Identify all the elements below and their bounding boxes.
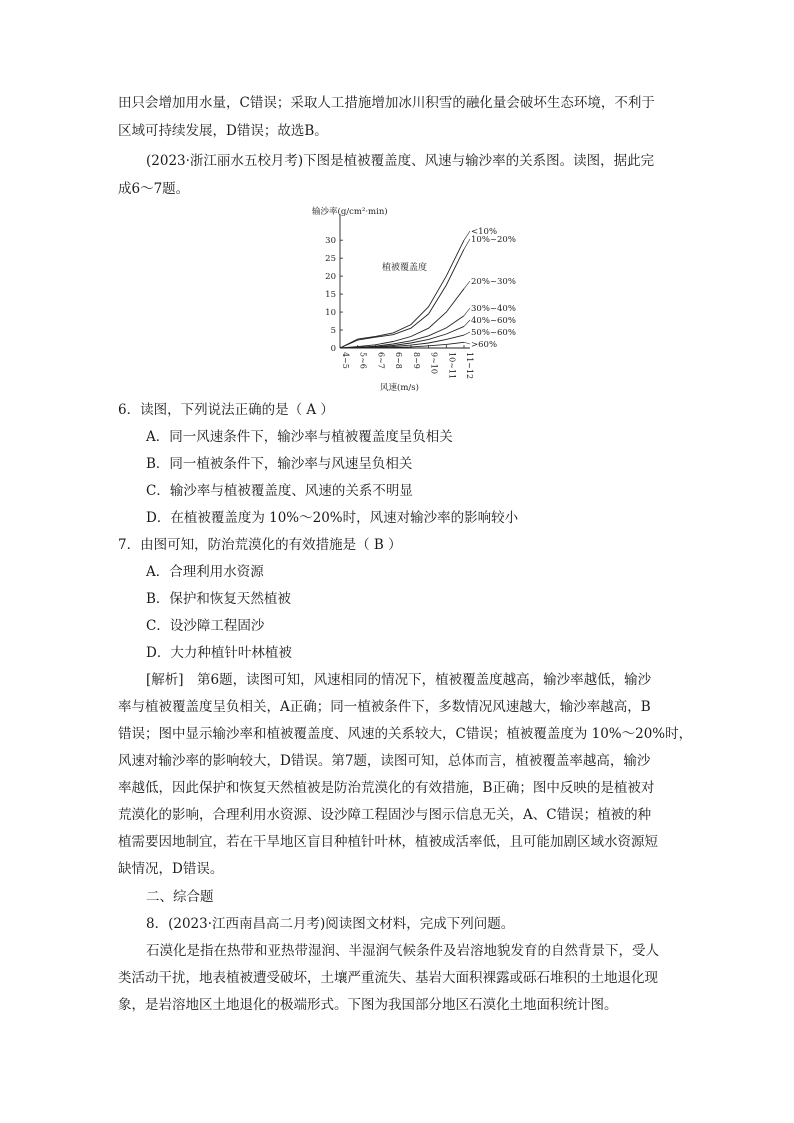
question-8-stem: 8．(2023·江西南昌高二月考)阅读图文材料，完成下列问题。 [146, 916, 515, 932]
analysis-line: 荒漠化的影响，合理利用水资源、设沙障工程固沙与图示信息无关，A、C错误；植被的种 [118, 807, 652, 823]
question-6-stem: 6．读图，下列说法正确的是（ A ） [118, 402, 334, 418]
text-line: 区域可持续发展，D错误；故选B。 [118, 123, 328, 139]
analysis-line: 错误；图中显示输沙率和植被覆盖度、风速的关系较大，C错误；植被覆盖度为 10%～20%时， [118, 726, 693, 742]
series-leader [464, 332, 470, 335]
series-label: 50%~60% [471, 328, 516, 338]
series-label: 40%~60% [471, 316, 516, 326]
series-leader [464, 342, 470, 344]
analysis-line: 缺情况，D错误。 [118, 861, 224, 877]
y-tick-label: 30 [325, 236, 336, 247]
x-tick-label: 9~10 [429, 352, 439, 374]
inner-label: 植被覆盖度 [382, 263, 428, 273]
question-intro: (2023·浙江丽水五校月考)下图是植被覆盖度、风速与输沙率的关系图。读图，据此完 [146, 153, 655, 169]
analysis-line: 率越低，因此保护和恢复天然植被是防治荒漠化的有效措施，B正确；图中反映的是植被对 [118, 780, 655, 796]
question-6-option-a: A．同一风速条件下，输沙率与植被覆盖度呈负相关 [146, 429, 453, 445]
question-intro: 成6～7题。 [118, 181, 190, 197]
question-7-option-a: A．合理利用水资源 [146, 564, 264, 580]
question-6-option-c: C．输沙率与植被覆盖度、风速的关系不明显 [146, 483, 413, 499]
section-title: 二、综合题 [146, 889, 214, 905]
analysis-line: [解析] 第6题，读图可知，风速相同的情况下，植被覆盖度越高，输沙率越低，输沙 [146, 672, 652, 688]
x-axis-label: 风速(m/s) [380, 383, 419, 392]
question-6-option-b: B．同一植被条件下，输沙率与风速呈负相关 [146, 456, 413, 472]
series-label: 10%~20% [471, 235, 516, 245]
y-tick-label: 15 [325, 290, 336, 301]
analysis-line: 风速对输沙率的影响较大，D错误。第7题，读图可知，总体而言，植被覆盖率越高，输沙 [118, 753, 651, 769]
series-label: 30%~40% [471, 304, 516, 314]
y-tick-label: 20 [325, 272, 336, 283]
series-leader [464, 320, 470, 326]
x-tick-label: 5~6 [358, 352, 368, 369]
series-leader [464, 239, 470, 249]
y-tick-label: 10 [325, 308, 336, 319]
x-tick-label: 6~8 [394, 352, 404, 369]
question-6-option-d: D．在植被覆盖度为 10%～20%时，风速对输沙率的影响较小 [146, 510, 519, 526]
analysis-line: 植需要因地制宜，若在干旱地区盲目种植针叶林，植被成活率低，且可能加剧区域水资源短 [118, 834, 658, 850]
x-tick-label: 4~5 [341, 352, 350, 369]
x-tick-label: 8~9 [411, 352, 421, 369]
y-tick-label: 5 [330, 326, 336, 337]
x-tick-label: 6~7 [376, 352, 386, 369]
y-tick-label: 25 [325, 254, 336, 265]
series-leader [464, 231, 470, 240]
y-tick-label: 0 [330, 344, 336, 354]
question-7-option-d: D．大力种植针叶林植被 [146, 645, 292, 661]
series-label: 20%~30% [471, 277, 516, 287]
text-line: 田只会增加用水量，C错误；采取人工措施增加冰川积雪的融化量会破坏生态环境，不利于 [118, 95, 655, 111]
x-tick-label: 11~12 [465, 352, 474, 380]
series-label: >60% [471, 340, 498, 350]
analysis-line: 率与植被覆盖度呈负相关，A正确；同一植被条件下，多数情况风速越大，输沙率越高，B [118, 699, 651, 715]
series-leader [464, 308, 470, 316]
question-7-option-b: B．保护和恢复天然植被 [146, 591, 291, 607]
question-8-text: 石漠化是指在热带和亚热带湿润、半湿润气候条件及岩溶地貌发育的自然背景下，受人 [146, 943, 659, 959]
question-8-text: 类活动干扰，地表植被遭受破坏，土壤严重流失、基岩大面积裸露或砾石堆积的土地退化现 [118, 970, 658, 986]
chart [300, 204, 530, 392]
y-axis-label: 输沙率(g/cm²·min) [312, 207, 388, 217]
question-8-text: 象，是岩溶地区土地退化的极端形式。下图为我国部分地区石漠化土地面积统计图。 [118, 997, 618, 1013]
question-7-option-c: C．设沙障工程固沙 [146, 618, 265, 634]
series-leader [464, 281, 470, 289]
question-7-stem: 7．由图可知，防治荒漠化的有效措施是（ B ） [118, 537, 402, 553]
series-label: <10% [471, 227, 498, 237]
x-tick-label: 10~11 [447, 352, 457, 380]
